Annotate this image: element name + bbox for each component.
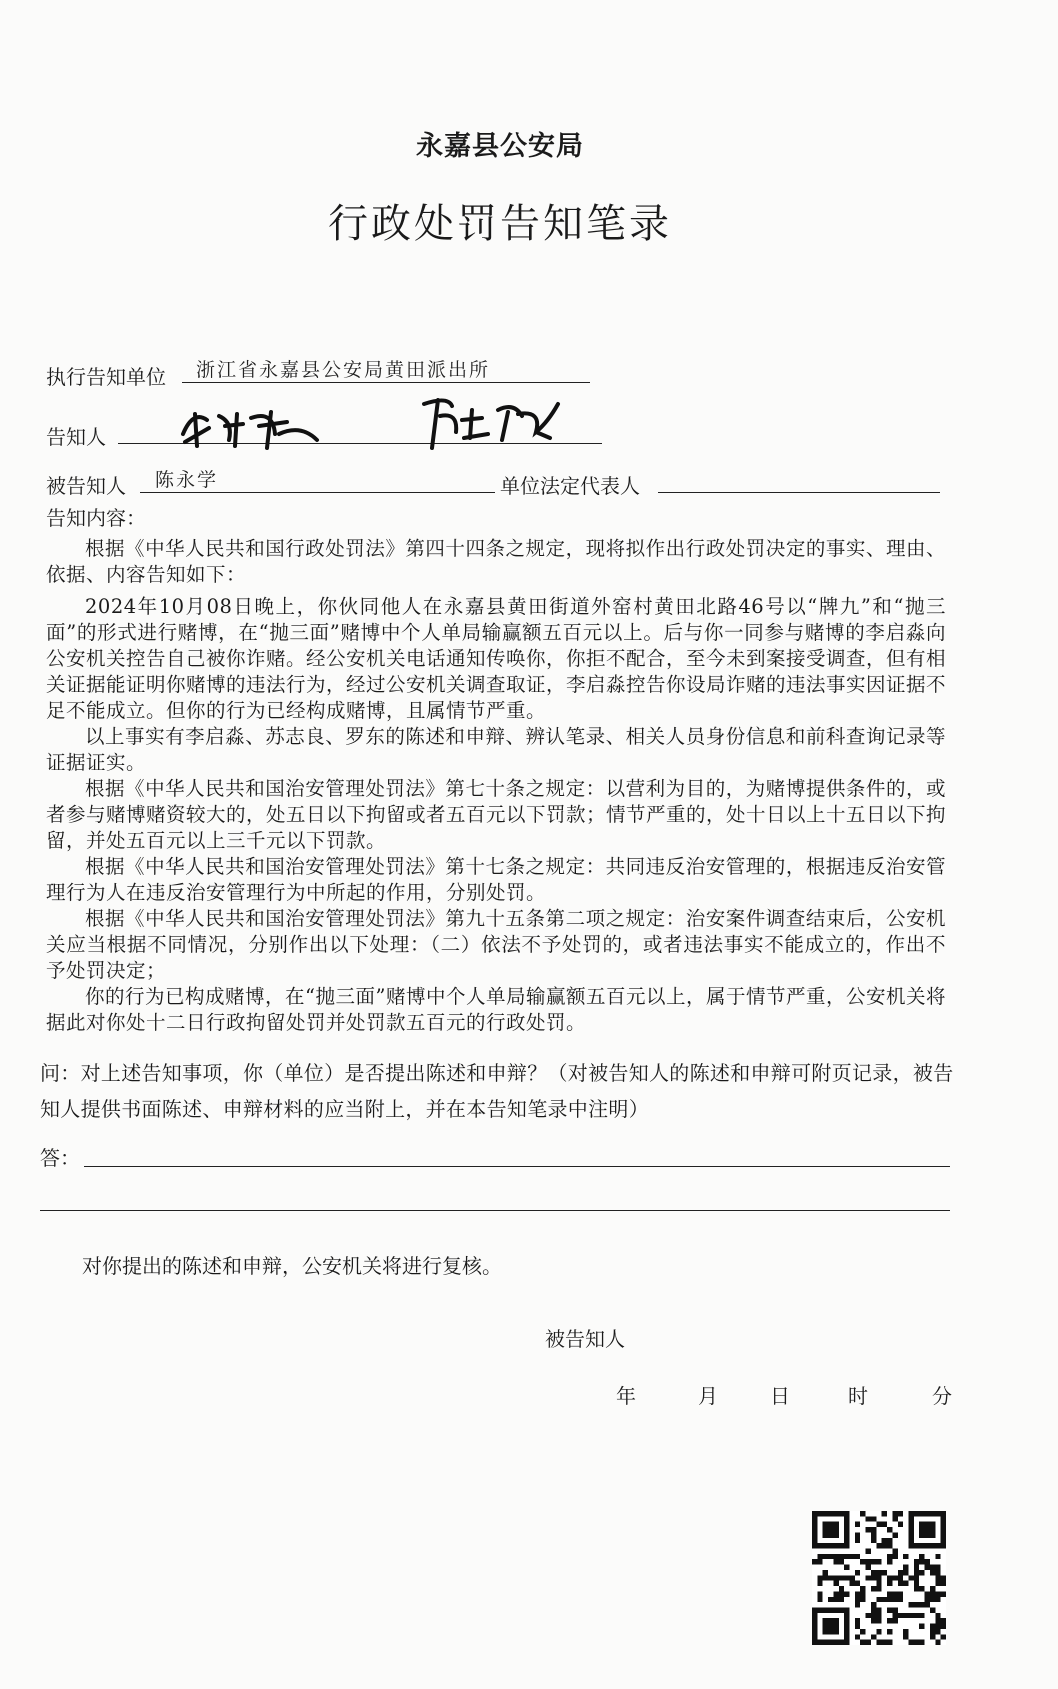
date-month-unit: 月 xyxy=(698,1384,718,1408)
content-paragraph: 2024年10月08日晚上，你伙同他人在永嘉县黄田街道外窑村黄田北路46号以“牌九”和“抛三面”的形式进行赌博，在“抛三面”赌博中个人单局输赢额五百元以上。后与你一同参与赌博的李启淼向公安机关控告自己被你诈赌。经公安机关电话通知传唤你，你拒不配合，至今未到案接受调查，但有相关证据能证明你赌博的违法行为，经过公安机关调查取证，李启淼控告你设局诈赌的违法事实因证据不足不能成立。但你的行为已经构成赌博，且属情节严重。 xyxy=(46,595,947,722)
legal-rep-label: 单位法定代表人 xyxy=(500,474,640,498)
document-title: 行政处罚告知笔录 xyxy=(328,201,672,247)
date-day-unit: 日 xyxy=(770,1384,790,1408)
content-paragraph: 根据《中华人民共和国治安管理处罚法》第十七条之规定：共同违反治安管理的，根据违反治安管理行为人在违反治安管理行为中所起的作用，分别处罚。 xyxy=(46,855,946,904)
date-hour-unit: 时 xyxy=(848,1384,868,1408)
executing-unit-value: 浙江省永嘉县公安局黄田派出所 xyxy=(196,359,491,381)
content-paragraph: 你的行为已构成赌博，在“抛三面”赌博中个人单局输赢额五百元以上，属于情节严重，公安机关将据此对你处十二日行政拘留处罚并处罚款五百元的行政处罚。 xyxy=(46,985,946,1034)
date-year-unit: 年 xyxy=(616,1384,636,1408)
notifier-signature-2 xyxy=(418,392,568,452)
question-text: 问：对上述告知事项，你（单位）是否提出陈述和申辩？（对被告知人的陈述和申辩可附页记录，被告知人提供书面陈述、申辩材料的应当附上，并在本告知笔录中注明） xyxy=(40,1061,954,1121)
legal-rep-underline xyxy=(658,492,940,493)
content-paragraph: 根据《中华人民共和国治安管理处罚法》第七十条之规定：以营利为目的，为赌博提供条件的，或者参与赌博赌资较大的，处五日以下拘留或者五百元以下罚款；情节严重的，处十日以上十五日以下拘留，并处五百元以上三千元以下罚款。 xyxy=(46,777,947,852)
notice-content xyxy=(46,536,946,1036)
notified-person-value: 陈永学 xyxy=(155,469,219,491)
agency-name: 永嘉县公安局 xyxy=(416,131,584,162)
answer-line-2 xyxy=(40,1210,950,1211)
answer-label: 答： xyxy=(40,1146,80,1170)
answer-line-1 xyxy=(84,1166,950,1167)
qr-code-icon xyxy=(812,1511,946,1645)
review-note: 对你提出的陈述和申辩，公安机关将进行复核。 xyxy=(82,1254,502,1278)
content-paragraph: 根据《中华人民共和国治安管理处罚法》第九十五条第二项之规定：治安案件调查结束后，公安机关应当根据不同情况，分别作出以下处理：（二）依法不予处罚的，或者违法事实不能成立的，作出不予处罚决定； xyxy=(46,907,946,982)
content-paragraph: 根据《中华人民共和国行政处罚法》第四十四条之规定，现将拟作出行政处罚决定的事实、理由、依据、内容告知如下： xyxy=(46,537,946,586)
content-label: 告知内容： xyxy=(46,506,146,530)
content-paragraph: 以上事实有李启淼、苏志良、罗东的陈述和申辩、辨认笔录、相关人员身份信息和前科查询记录等证据证实。 xyxy=(46,725,946,774)
notified-person-label: 被告知人 xyxy=(46,474,126,498)
notifier-label: 告知人 xyxy=(46,425,106,449)
notifier-signature-1 xyxy=(175,404,325,452)
executing-unit-label: 执行告知单位 xyxy=(46,365,166,389)
notified-person-underline xyxy=(140,492,495,493)
signer-label: 被告知人 xyxy=(545,1327,625,1351)
executing-unit-underline xyxy=(182,382,590,383)
date-minute-unit: 分 xyxy=(932,1384,952,1408)
